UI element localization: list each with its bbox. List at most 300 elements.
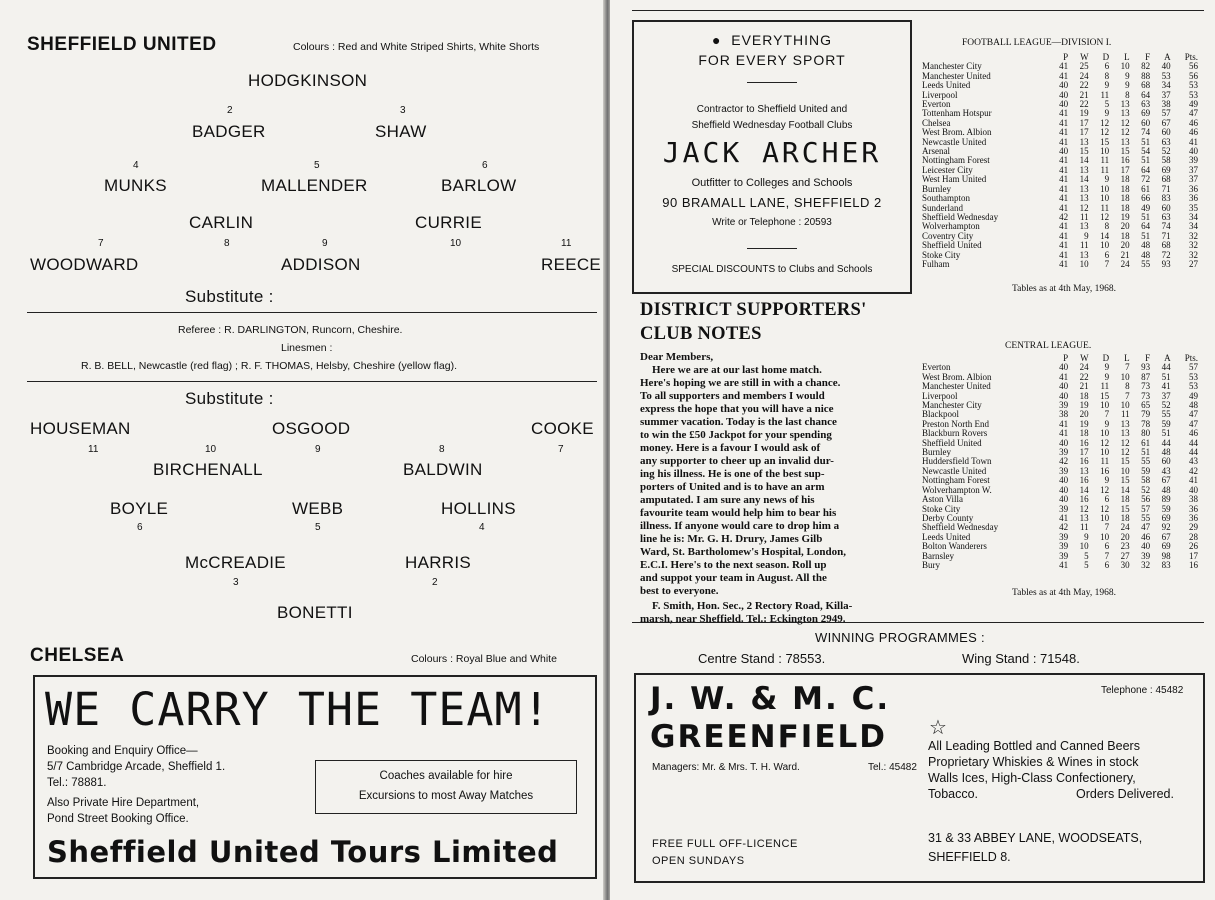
player-munks: MUNKS xyxy=(104,176,167,195)
adverts-and-tables-page xyxy=(610,0,1215,900)
stat-cell: 43 xyxy=(1161,465,1171,476)
stat-cell: 34 xyxy=(1161,80,1171,91)
stat-cell: 59 xyxy=(1161,503,1171,514)
central-column-header: A xyxy=(1164,353,1171,363)
stat-cell: 11 xyxy=(1100,381,1110,392)
player-shaw: SHAW xyxy=(375,122,427,141)
greenfield-beers-3: Walls Ices, High-Class Confectionery, xyxy=(928,771,1136,785)
team-name-cell: Everton xyxy=(922,99,951,110)
archer-discounts: SPECIAL DISCOUNTS to Clubs and Schools xyxy=(671,264,873,275)
stat-cell: 13 xyxy=(1120,428,1130,439)
greenfield-advert xyxy=(634,673,1205,883)
bullet-icon: ● xyxy=(711,32,732,48)
stat-cell: 13 xyxy=(1079,249,1089,260)
stat-cell: 40 xyxy=(1189,484,1198,495)
stat-cell: 53 xyxy=(1189,381,1198,392)
stat-cell: 72 xyxy=(1161,249,1171,260)
stat-cell: 51 xyxy=(1141,211,1151,222)
stat-cell: 12 xyxy=(1100,437,1110,448)
central-column-header: P xyxy=(1063,353,1069,363)
stat-cell: 12 xyxy=(1100,117,1110,128)
stat-cell: 40 xyxy=(1059,99,1069,110)
player-hollins: HOLLINS xyxy=(441,499,516,518)
central-column-header: Pts. xyxy=(1184,353,1198,363)
home-team-name: SHEFFIELD UNITED xyxy=(27,34,217,55)
stat-cell: 52 xyxy=(1161,400,1171,411)
division1-column-header: L xyxy=(1124,52,1130,62)
stat-cell: 32 xyxy=(1189,249,1198,260)
stat-cell: 18 xyxy=(1120,230,1130,241)
stat-cell: 73 xyxy=(1141,390,1151,401)
team-name-cell: Blackburn Rovers xyxy=(922,428,988,439)
stat-cell: 48 xyxy=(1161,447,1171,458)
stat-cell: 18 xyxy=(1120,193,1130,204)
stat-cell: 42 xyxy=(1059,522,1069,533)
greenfield-address-2: SHEFFIELD 8. xyxy=(928,850,1011,864)
booking-address: 5/7 Cambridge Arcade, Sheffield 1. xyxy=(47,761,226,773)
stat-cell: 25 xyxy=(1079,61,1089,72)
stat-cell: 37 xyxy=(1161,89,1171,100)
player-badger: BADGER xyxy=(192,122,266,141)
shirt-number: 10 xyxy=(450,238,462,249)
stat-cell: 5 xyxy=(1104,99,1110,110)
stat-cell: 44 xyxy=(1161,437,1171,448)
club-notes-line: E.C.I. Here's to the next season. Roll up xyxy=(640,559,827,571)
greenfield-licence: FREE FULL OFF-LICENCE xyxy=(652,838,798,850)
stat-cell: 13 xyxy=(1120,99,1130,110)
private-hire-line1: Also Private Hire Department, xyxy=(47,797,200,809)
stat-cell: 69 xyxy=(1161,541,1171,552)
stat-cell: 60 xyxy=(1161,202,1171,213)
stat-cell: 11 xyxy=(1121,409,1130,420)
team-name-cell: Liverpool xyxy=(922,390,958,401)
stat-cell: 8 xyxy=(1104,221,1110,232)
team-name-cell: Liverpool xyxy=(922,89,958,100)
stat-cell: 24 xyxy=(1079,70,1089,81)
greenfield-tel: Tel.: 45482 xyxy=(868,762,917,773)
linesmen-label: Linesmen : xyxy=(281,342,333,354)
greenfield-name: GREENFIELD xyxy=(650,719,887,755)
stat-cell: 13 xyxy=(1079,221,1089,232)
stat-cell: 41 xyxy=(1059,371,1069,382)
stat-cell: 57 xyxy=(1141,503,1151,514)
stat-cell: 40 xyxy=(1059,475,1069,486)
shirt-number: 8 xyxy=(439,444,445,455)
stat-cell: 9 xyxy=(1084,531,1089,542)
club-notes-line: and suppot your team in August. All the xyxy=(640,572,827,584)
shirt-number: 5 xyxy=(315,522,321,533)
stat-cell: 41 xyxy=(1059,155,1069,166)
division1-table xyxy=(920,53,1200,269)
stat-cell: 69 xyxy=(1161,164,1171,175)
stat-cell: 40 xyxy=(1189,146,1198,157)
divider xyxy=(27,312,597,313)
club-notes-line: Ward, St. Bartholomew's Hospital, London, xyxy=(640,546,846,558)
stat-cell: 12 xyxy=(1120,437,1130,448)
stat-cell: 11 xyxy=(1080,522,1089,533)
stat-cell: 10 xyxy=(1120,400,1130,411)
team-name-cell: West Brom. Albion xyxy=(922,127,992,138)
stat-cell: 16 xyxy=(1120,155,1130,166)
stat-cell: 41 xyxy=(1189,475,1198,486)
stat-cell: 16 xyxy=(1079,475,1089,486)
stat-cell: 39 xyxy=(1059,400,1069,411)
stat-cell: 17 xyxy=(1120,164,1130,175)
club-notes-title-1: DISTRICT SUPPORTERS' xyxy=(640,300,867,320)
centre-stand-number: Centre Stand : 78553. xyxy=(698,651,826,666)
club-notes-signature-1: F. Smith, Hon. Sec., 2 Rectory Road, Killa- xyxy=(652,600,853,612)
central-league-title: CENTRAL LEAGUE. xyxy=(1005,341,1092,351)
stat-cell: 13 xyxy=(1079,136,1089,147)
stat-cell: 44 xyxy=(1189,447,1198,458)
stat-cell: 48 xyxy=(1161,484,1171,495)
wing-stand-number: Wing Stand : 71548. xyxy=(962,651,1080,666)
team-name-cell: Chelsea xyxy=(922,117,951,128)
player-mallender: MALLENDER xyxy=(261,176,368,195)
booking-office-title: Booking and Enquiry Office— xyxy=(47,745,198,757)
club-notes-line: amputated. I am sure any news of his xyxy=(640,494,815,506)
stat-cell: 39 xyxy=(1059,503,1069,514)
shirt-number: 2 xyxy=(432,577,438,588)
club-notes-body xyxy=(640,364,908,598)
stat-cell: 10 xyxy=(1079,258,1089,269)
stat-cell: 93 xyxy=(1141,362,1151,373)
club-notes-line: line he is: Mr. G. H. Drury, James Gilb xyxy=(640,533,823,545)
stat-cell: 12 xyxy=(1100,484,1110,495)
stat-cell: 41 xyxy=(1059,136,1069,147)
player-woodward: WOODWARD xyxy=(30,255,139,274)
club-notes-line: to win the £50 Jackpot for your spending xyxy=(640,429,832,441)
player-barlow: BARLOW xyxy=(441,176,517,195)
stat-cell: 83 xyxy=(1161,193,1171,204)
stat-cell: 48 xyxy=(1141,249,1151,260)
division1-note: Tables as at 4th May, 1968. xyxy=(1012,284,1116,294)
stat-cell: 41 xyxy=(1059,108,1069,119)
stat-cell: 15 xyxy=(1120,456,1130,467)
stat-cell: 61 xyxy=(1141,183,1151,194)
stat-cell: 19 xyxy=(1079,400,1089,411)
stat-cell: 10 xyxy=(1100,146,1110,157)
stat-cell: 23 xyxy=(1120,541,1130,552)
archer-contractor-line2: Sheffield Wednesday Football Clubs xyxy=(691,120,853,131)
player-harris: HARRIS xyxy=(405,553,472,572)
stat-cell: 9 xyxy=(1084,230,1089,241)
stat-cell: 26 xyxy=(1189,541,1198,552)
stat-cell: 71 xyxy=(1161,230,1171,241)
team-name-cell: Sheffield United xyxy=(922,437,982,448)
stat-cell: 38 xyxy=(1059,409,1069,420)
stat-cell: 11 xyxy=(1100,456,1110,467)
stat-cell: 39 xyxy=(1059,465,1069,476)
archer-address: 90 BRAMALL LANE, SHEFFIELD 2 xyxy=(662,195,882,210)
stat-cell: 56 xyxy=(1189,70,1198,81)
stat-cell: 32 xyxy=(1189,230,1198,241)
stat-cell: 18 xyxy=(1120,183,1130,194)
stat-cell: 6 xyxy=(1104,494,1110,505)
player-reece: REECE xyxy=(541,255,602,274)
stat-cell: 89 xyxy=(1161,494,1171,505)
team-name-cell: Barnsley xyxy=(922,550,954,561)
shirt-number: 2 xyxy=(227,105,233,116)
stat-cell: 10 xyxy=(1120,465,1130,476)
away-team-name: CHELSEA xyxy=(30,645,125,666)
stat-cell: 67 xyxy=(1161,117,1171,128)
player-addison: ADDISON xyxy=(281,255,361,274)
division1-column-header: W xyxy=(1080,52,1089,62)
booking-tel: Tel.: 78881. xyxy=(47,777,107,789)
stat-cell: 53 xyxy=(1161,70,1171,81)
stat-cell: 13 xyxy=(1079,512,1089,523)
central-column-header: F xyxy=(1145,353,1151,363)
stat-cell: 27 xyxy=(1189,258,1198,269)
division1-column-header: P xyxy=(1063,52,1069,62)
stat-cell: 14 xyxy=(1100,230,1110,241)
stat-cell: 47 xyxy=(1189,108,1198,119)
stat-cell: 22 xyxy=(1079,99,1089,110)
stat-cell: 29 xyxy=(1189,522,1198,533)
stat-cell: 38 xyxy=(1189,494,1198,505)
stat-cell: 47 xyxy=(1189,409,1198,420)
stat-cell: 10 xyxy=(1079,541,1089,552)
central-league-note: Tables as at 4th May, 1968. xyxy=(1012,588,1116,598)
stat-cell: 92 xyxy=(1161,522,1171,533)
stat-cell: 35 xyxy=(1189,202,1198,213)
team-name-cell: Bury xyxy=(922,559,940,570)
stat-cell: 19 xyxy=(1079,108,1089,119)
central-column-header: W xyxy=(1080,353,1089,363)
stat-cell: 37 xyxy=(1189,164,1198,175)
player-mccreadie: McCREADIE xyxy=(185,553,286,572)
tours-advert xyxy=(33,675,597,879)
archer-outfitter: Outfitter to Colleges and Schools xyxy=(691,177,853,189)
stat-cell: 58 xyxy=(1141,475,1151,486)
club-notes-line: Here we are at our last home match. xyxy=(652,364,822,376)
shirt-number: 11 xyxy=(88,444,99,455)
stat-cell: 57 xyxy=(1189,362,1198,373)
stat-cell: 36 xyxy=(1189,512,1198,523)
stat-cell: 9 xyxy=(1125,70,1130,81)
stat-cell: 7 xyxy=(1104,522,1110,533)
stat-cell: 17 xyxy=(1189,550,1198,561)
team-name-cell: Bolton Wanderers xyxy=(922,541,987,552)
greenfield-telephone: Telephone : 45482 xyxy=(1101,685,1184,696)
team-name-cell: Fulham xyxy=(922,258,950,269)
team-name-cell: Everton xyxy=(922,362,951,373)
stat-cell: 51 xyxy=(1141,155,1151,166)
division1-column-header: Pts. xyxy=(1184,52,1198,62)
tours-company-name: Sheffield United Tours Limited xyxy=(47,835,559,869)
stat-cell: 15 xyxy=(1100,136,1110,147)
stat-cell: 14 xyxy=(1079,155,1089,166)
stat-cell: 41 xyxy=(1059,512,1069,523)
team-name-cell: Coventry City xyxy=(922,230,974,241)
stat-cell: 98 xyxy=(1161,550,1171,561)
shirt-number: 4 xyxy=(479,522,485,533)
stat-cell: 8 xyxy=(1125,381,1130,392)
stat-cell: 63 xyxy=(1141,99,1151,110)
shirt-number: 3 xyxy=(233,577,239,588)
stat-cell: 11 xyxy=(1100,155,1110,166)
stat-cell: 27 xyxy=(1120,550,1130,561)
stat-cell: 8 xyxy=(1125,89,1130,100)
stat-cell: 41 xyxy=(1059,559,1069,570)
club-notes-line: any supporter to cheer up an invalid dur- xyxy=(640,455,834,467)
table-row xyxy=(920,561,1200,570)
stat-cell: 41 xyxy=(1059,258,1069,269)
stat-cell: 42 xyxy=(1059,211,1069,222)
stat-cell: 14 xyxy=(1079,484,1089,495)
stat-cell: 5 xyxy=(1084,559,1089,570)
stat-cell: 66 xyxy=(1141,193,1151,204)
greenfield-managers: Managers: Mr. & Mrs. T. H. Ward. xyxy=(652,762,800,773)
archer-telephone: Write or Telephone : 20593 xyxy=(712,217,832,228)
stat-cell: 51 xyxy=(1141,230,1151,241)
stat-cell: 24 xyxy=(1120,522,1130,533)
division1-column-header: A xyxy=(1164,52,1171,62)
team-name-cell: Sheffield United xyxy=(922,240,982,251)
player-boyle: BOYLE xyxy=(110,499,169,518)
stat-cell: 11 xyxy=(1100,164,1110,175)
stat-cell: 42 xyxy=(1059,456,1069,467)
stat-cell: 37 xyxy=(1189,174,1198,185)
referee: Referee : R. DARLINGTON, Runcorn, Cheshire. xyxy=(178,324,403,336)
stat-cell: 36 xyxy=(1189,193,1198,204)
stat-cell: 49 xyxy=(1189,99,1198,110)
stat-cell: 56 xyxy=(1189,61,1198,72)
coaches-box xyxy=(315,760,577,814)
stat-cell: 7 xyxy=(1104,258,1110,269)
stat-cell: 41 xyxy=(1059,230,1069,241)
stat-cell: 13 xyxy=(1079,465,1089,476)
archer-name: JACK ARCHER xyxy=(662,136,882,169)
greenfield-sundays: OPEN SUNDAYS xyxy=(652,855,745,867)
stat-cell: 34 xyxy=(1189,211,1198,222)
excursions-line: Excursions to most Away Matches xyxy=(358,790,534,802)
stat-cell: 46 xyxy=(1189,117,1198,128)
stat-cell: 41 xyxy=(1059,70,1069,81)
stat-cell: 7 xyxy=(1104,550,1110,561)
team-name-cell: Burnley xyxy=(922,183,951,194)
stat-cell: 20 xyxy=(1079,409,1089,420)
stat-cell: 67 xyxy=(1161,531,1171,542)
tours-headline: WE CARRY THE TEAM! xyxy=(45,683,551,736)
stat-cell: 9 xyxy=(1125,80,1130,91)
stat-cell: 16 xyxy=(1079,437,1089,448)
stat-cell: 12 xyxy=(1120,117,1130,128)
shirt-number: 10 xyxy=(205,444,217,455)
stat-cell: 41 xyxy=(1059,183,1069,194)
team-name-cell: Aston Villa xyxy=(922,494,964,505)
stat-cell: 72 xyxy=(1141,174,1151,185)
club-notes-line: summer vacation. Today is the last chance xyxy=(640,416,837,428)
table-row xyxy=(920,260,1200,269)
club-notes-salutation: Dear Members, xyxy=(640,351,714,363)
stat-cell: 11 xyxy=(1100,89,1110,100)
stat-cell: 20 xyxy=(1120,531,1130,542)
stat-cell: 41 xyxy=(1059,418,1069,429)
stat-cell: 18 xyxy=(1120,494,1130,505)
stat-cell: 44 xyxy=(1161,362,1171,373)
stat-cell: 11 xyxy=(1080,240,1089,251)
team-name-cell: Manchester United xyxy=(922,381,991,392)
shirt-number: 8 xyxy=(224,238,230,249)
stat-cell: 41 xyxy=(1059,428,1069,439)
stat-cell: 55 xyxy=(1141,512,1151,523)
stat-cell: 40 xyxy=(1059,381,1069,392)
stat-cell: 12 xyxy=(1100,127,1110,138)
top-rule xyxy=(632,10,1204,11)
stat-cell: 17 xyxy=(1079,127,1089,138)
stat-cell: 9 xyxy=(1104,418,1110,429)
jack-archer-advert xyxy=(632,20,912,294)
stat-cell: 17 xyxy=(1079,447,1089,458)
team-name-cell: Newcastle United xyxy=(922,465,987,476)
stat-cell: 41 xyxy=(1059,240,1069,251)
stat-cell: 54 xyxy=(1141,146,1151,157)
stat-cell: 58 xyxy=(1161,155,1171,166)
stat-cell: 18 xyxy=(1120,202,1130,213)
stat-cell: 74 xyxy=(1141,127,1151,138)
team-name-cell: Huddersfield Town xyxy=(922,456,992,467)
stat-cell: 40 xyxy=(1059,390,1069,401)
stat-cell: 48 xyxy=(1141,240,1151,251)
player-currie: CURRIE xyxy=(415,213,482,232)
stat-cell: 55 xyxy=(1161,409,1171,420)
stat-cell: 40 xyxy=(1059,437,1069,448)
shirt-number: 9 xyxy=(315,444,321,455)
stat-cell: 12 xyxy=(1120,127,1130,138)
club-notes-line: Here's hoping we are still in with a chance. xyxy=(640,377,841,389)
stat-cell: 36 xyxy=(1189,503,1198,514)
stat-cell: 41 xyxy=(1059,117,1069,128)
stat-cell: 13 xyxy=(1120,108,1130,119)
stat-cell: 60 xyxy=(1161,456,1171,467)
stat-cell: 37 xyxy=(1161,390,1171,401)
shirt-number: 11 xyxy=(561,238,572,249)
shirt-number: 4 xyxy=(133,160,139,171)
stat-cell: 40 xyxy=(1059,484,1069,495)
stat-cell: 49 xyxy=(1189,390,1198,401)
stat-cell: 24 xyxy=(1120,258,1130,269)
team-name-cell: Wolverhampton xyxy=(922,221,980,232)
stat-cell: 51 xyxy=(1141,447,1151,458)
stat-cell: 59 xyxy=(1141,465,1151,476)
team-name-cell: Nottingham Forest xyxy=(922,475,990,486)
team-name-cell: West Brom. Albion xyxy=(922,371,992,382)
stat-cell: 19 xyxy=(1120,211,1130,222)
stat-cell: 5 xyxy=(1084,550,1089,561)
stat-cell: 19 xyxy=(1079,418,1089,429)
stat-cell: 47 xyxy=(1141,522,1151,533)
team-name-cell: Wolverhampton W. xyxy=(922,484,992,495)
stat-cell: 59 xyxy=(1161,418,1171,429)
home-substitute-label: Substitute : xyxy=(185,287,274,306)
stat-cell: 40 xyxy=(1059,146,1069,157)
stat-cell: 65 xyxy=(1141,400,1151,411)
away-colours: Colours : Royal Blue and White xyxy=(411,653,557,665)
private-hire-line2: Pond Street Booking Office. xyxy=(47,813,189,825)
stat-cell: 49 xyxy=(1141,202,1151,213)
stat-cell: 18 xyxy=(1120,512,1130,523)
stat-cell: 63 xyxy=(1161,211,1171,222)
stat-cell: 39 xyxy=(1059,541,1069,552)
stat-cell: 41 xyxy=(1059,249,1069,260)
stat-cell: 13 xyxy=(1079,164,1089,175)
stat-cell: 6 xyxy=(1104,249,1110,260)
stat-cell: 53 xyxy=(1189,80,1198,91)
stat-cell: 47 xyxy=(1189,418,1198,429)
greenfield-orders: Orders Delivered. xyxy=(1076,787,1174,801)
